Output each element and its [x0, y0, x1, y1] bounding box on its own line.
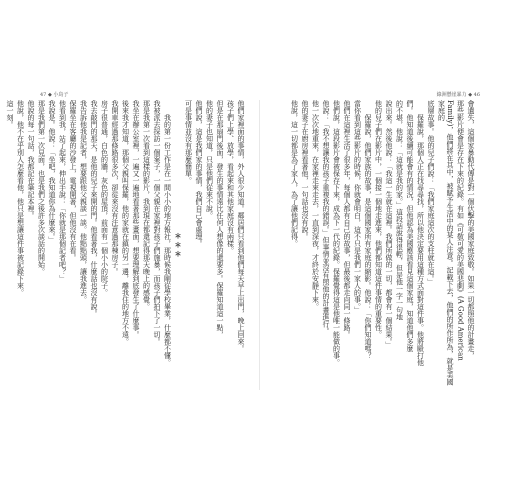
text-column: 那是我們第一次見面，也是我們之後許多次談話的開始。: [37, 100, 46, 275]
text-column: 我告訴他我是記者，想要跟他父親談一談。他點點頭，讓我進去。: [79, 100, 88, 303]
text-column: 他說的每一句話，我都記在筆記本裡。: [27, 100, 35, 219]
text-column: 會遺失，這個家暴動代傳是對一個伏擊的美國家庭致敬。如果一切都照他的計畫走，: [467, 100, 475, 359]
text-column: 他的妻子也知道，只是他們從來不說。: [205, 100, 214, 219]
text-column: 保羅坐在客廳的沙發上，電視開著，但他沒有在看。: [69, 100, 77, 261]
book-gutter: [259, 100, 260, 390]
page-header-left: 47 ◆ 小鳥子: [40, 92, 69, 98]
text-column: 我去敲門的那天，是他的兒子來開的門。他看著我，什麼話也沒有說。: [90, 100, 98, 317]
text-column: 保羅說，他們家族的故事，是這個國家所有家庭的縮影。他說：「你們知道嗎？: [364, 114, 372, 359]
text-column: 他一次次地重來，在家裡走來走去，一直到深夜，才終於安靜下來。: [311, 100, 320, 310]
text-column: 他說：「我不想讓我的孩子重複我的錯誤。」但事情並沒有照他的計畫進行。: [322, 100, 330, 335]
text-column: 孩子們上學、放學，看起來和其他家庭沒有兩樣。: [226, 100, 235, 254]
text-column: 他說，這一切都是為了家人，為了讓他們記得。: [290, 100, 299, 247]
text-column: 我說是。他說：「坐吧，我知道你為什麼來。」: [48, 100, 56, 244]
text-column: 當你看到這些影片的時候，你就會明白，這不只是我們一家人的事。」: [353, 100, 362, 314]
text-column: 但是在那扇門後面，發生的事情遠比任何人想像的還要多。保羅知道這一點，: [216, 100, 224, 338]
text-column: 我被派去採訪一個案子，一個父親在家裡對孩子們施暴，而孩子們拍下了一切。: [153, 100, 161, 345]
text-column: 我開車經過那條路很多次，卻從來沒有注意過那棟房子。: [111, 100, 119, 275]
left-page: [6, 100, 245, 390]
section-separator: ＊＊＊: [174, 231, 183, 259]
text-column: 說出來。然後他說：「我這一生就在這裡。我們所做的一切，都會有一個結果。」: [385, 100, 393, 349]
text-column: Family)，他們將在其中，被賦予生活中的某人注意。記載下去，他們的所作所為，就是美國家庭的: [437, 100, 454, 386]
text-column: 我坐在辦公室裡，一遍又一遍地看著那些畫面，想要理解到底發生了什麼事。: [132, 100, 140, 338]
page-header-right: 綠洲懸崖暴力 ◆ 46: [436, 92, 480, 98]
text-column: 保羅說，那個人正在找尋尋找，所以他決定要用這種方式面對這件事。他將毆打他: [416, 114, 425, 366]
text-column: 他的兒子們在影片中，一個接一個地走進來，他們都知道這件事情的重要性。: [374, 100, 383, 338]
text-column: 我的第一份工作是在一間小小的地方報社，那時候我剛從學校畢業，什麼都不懂。: [163, 114, 172, 366]
text-column: 他們說，這是我們家的事情，我們自己會處理。: [195, 100, 203, 247]
text-column: 可是事情並沒有那麼簡單。: [184, 100, 193, 184]
text-column: 後來我才知道，那個父親叫保羅，他的家就在鎮的另一邊，離我住的地方不遠。: [121, 100, 130, 345]
text-column: 們。他知道後續可能會有的情況，但他認為美國應該看見這個家庭，知道他們多麼: [406, 100, 414, 352]
text-column: 他們說，這段影片會被保存下來，成為下一代的紀錄。保羅覺得這是他唯一能做的事。: [332, 100, 341, 366]
text-column: 那些影片便會是存在下來的紀錄。有如《可敬可愛的美國悲劇》(A Good American: [456, 100, 465, 361]
text-column: 那是我第一次看到這樣的影片，我到現在都還記得那天晚上的感覺。: [142, 100, 151, 310]
text-column: 這一刻。: [6, 100, 14, 128]
text-column: 底層故事。他的兒子們說：「我們家庭這次的支柱就在這。」: [427, 100, 435, 286]
text-column: 他看到我，站了起來，伸出手說：「你就是那個記者吧？」: [58, 100, 67, 282]
text-column: 他的妻子在廚房裡看著他，一句話也沒有說。: [301, 100, 309, 240]
text-column: 他們家裡面的事情，外人很少知道。鄰居們只看到他們每天早上出門，晚上回來。: [237, 100, 245, 352]
text-column: 的不堪，他說：「這就是我的家。」這段話說得很輕，但是他一字一句地: [395, 100, 404, 321]
right-page: [275, 100, 475, 390]
text-column: 他說，他不在乎別人怎麼看他，他只是想讓這件事被記錄下來。: [16, 100, 25, 296]
text-column: 房子很普通，白色的牆，灰色的屋頂，前面有一個小小的院子。: [100, 100, 109, 296]
text-column: 他們在這裡生活了很多年，每個人都有自己的故事，但最後都走向同一條路。: [343, 100, 351, 338]
